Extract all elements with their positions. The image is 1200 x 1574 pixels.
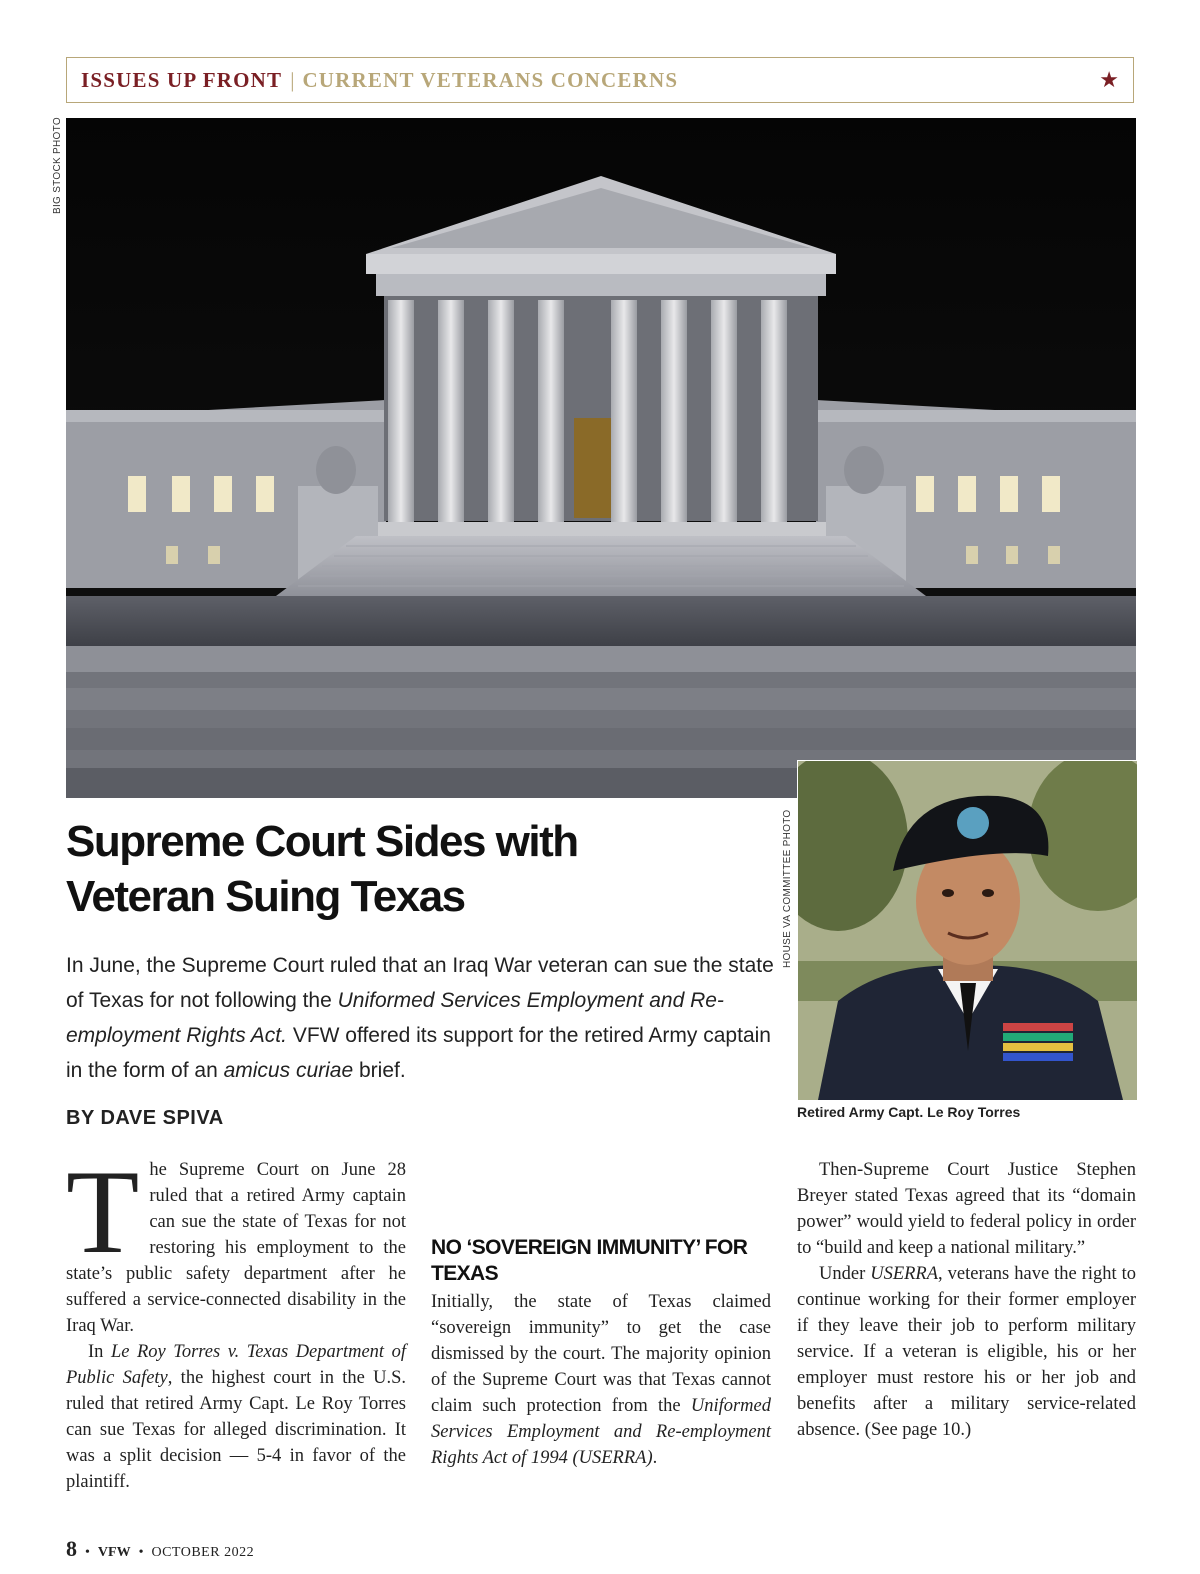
page-number: 8 (66, 1536, 77, 1561)
paragraph-2: In Le Roy Torres v. Texas Department of Public Safety, the highest court in the U.S. ruled that retired Army Capt. Le Roy Torres can sue Texas for alleged discrimination. It was a split decision — 5-4 in favor of the plaintiff. (66, 1342, 406, 1492)
paragraph-3: Initially, the state of Texas claimed “sovereign immunity” to get the case dismissed by the court. The majority opinion of the Supreme Court was that Texas cannot claim such protection from the Uniformed Services Employment and Re-employment Rights Act of 1994 (USERRA). (431, 1292, 771, 1468)
byline: BY DAVE SPIVA (66, 1107, 224, 1129)
main-photo-credit: BIG STOCK PHOTO (52, 117, 63, 214)
paragraph-1: The Supreme Court on June 28 ruled that a retired Army captain can sue the state of Texas for not restoring his employment to the state’s public safety department after he suffered a service-connected disability in the Iraq War. (66, 1145, 406, 1336)
section-header (66, 57, 1134, 103)
case-name: Le Roy Torres v. Texas Department of Public Safety (66, 1342, 406, 1388)
portrait-photo (797, 760, 1138, 1101)
article-column-2 (431, 1157, 771, 1471)
issue-date: OCTOBER 2022 (151, 1545, 255, 1560)
section-name: ISSUES UP FRONT (81, 67, 283, 92)
headline-line-2: Veteran Suing Texas (66, 872, 465, 921)
inset-photo-credit: HOUSE VA COMMITTEE PHOTO (782, 809, 793, 968)
publication-name: VFW (97, 1545, 131, 1560)
page-footer (66, 1536, 254, 1562)
article-column-1 (66, 1145, 406, 1495)
article-deck: In June, the Supreme Court ruled that an Iraq War veteran can sue the state of Texas for not following the Uniformed Services Employment and Re-employment Rights Act. VFW offered its support for the retired Army captain in the form of an amicus curiae brief. (66, 954, 774, 1082)
paragraph-5: Under USERRA, veterans have the right to continue working for their former employer if they leave their job to perform military service. If a veteran is eligible, his or her employer must restore his or her job and benefits after a military service-related absence. (See page 10.) (797, 1264, 1137, 1440)
article-headline (66, 814, 766, 924)
header-separator: | (290, 67, 295, 92)
star-icon: ★ (1099, 67, 1119, 92)
headline-line-1: Supreme Court Sides with (66, 817, 578, 866)
portrait-illustration (798, 761, 1137, 1100)
paragraph-4: Then-Supreme Court Justice Stephen Breyer stated Texas agreed that its “domain power” would yield to federal policy in order to “build and keep a national military.” (797, 1160, 1136, 1258)
article-column-3 (797, 1157, 1136, 1443)
photo-caption: Retired Army Capt. Le Roy Torres (797, 1104, 1021, 1120)
supreme-court-photo (66, 118, 1136, 798)
supreme-court-illustration (66, 118, 1136, 798)
footer-dot: • (85, 1545, 90, 1560)
footer-dot: • (138, 1545, 144, 1560)
article-subhead: NO ‘SOVEREIGN IMMUNITY’ FOR TEXAS (431, 1236, 748, 1285)
drop-cap: T (66, 1145, 140, 1278)
section-topic: CURRENT VETERANS CONCERNS (302, 67, 679, 92)
